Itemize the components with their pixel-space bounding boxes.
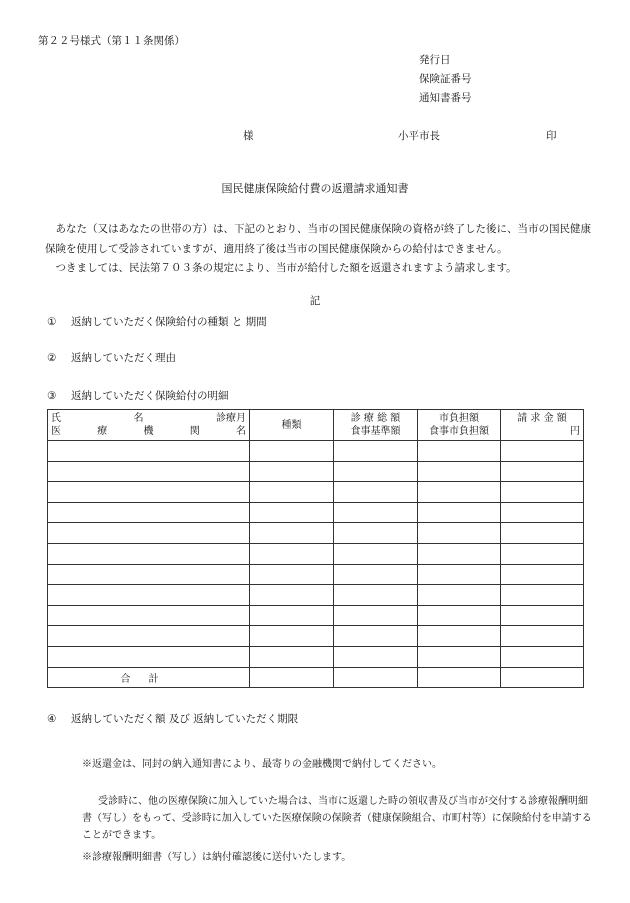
table-row [48,482,584,503]
item-4-label: 返納していただく額 及び 返納していただく期限 [71,713,299,725]
issuer-name: 小平市長 [398,130,440,142]
header-inst-char-3: 機 [143,426,154,437]
table-row [48,585,584,606]
header-total-medical [334,410,418,441]
reimbursement-note-text: 受診時に、他の医療保険に加入していた場合は、当市に返還した時の領収書及び当市が交付する診療報酬明細書（写し）をもって、受診時に加入していた医療保険の保険者（健康保険組合、市町村等）に保険給付を申請することができます。 [82,796,592,841]
payment-note: ※返還金は、同封の納入通知書により、最寄りの金融機関で納付してください。 [82,759,442,770]
body-text [45,220,593,279]
header-claim-amount-line1: 請 求 金 額 [517,413,567,424]
reimbursement-note [82,793,592,844]
header-city-share [418,410,501,441]
header-name-char-1: 氏 [51,413,61,424]
header-type: 種類 [250,410,334,441]
header-total-medical-line1: 診 療 総 額 [350,413,401,424]
notice-number-label: 通知書番号 [419,92,472,104]
ki-heading: 記 [309,295,321,307]
header-claim-amount [501,410,584,441]
table-header-row [48,410,584,441]
table-row [48,543,584,564]
table-row [48,502,584,523]
item-1-label: 返納していただく保険給付の種類 と 期間 [71,316,267,328]
issue-date-label: 発行日 [419,54,451,66]
header-city-share-line2: 食事市負担額 [429,426,489,437]
table-total-row [48,667,584,688]
statement-note: ※診療報酬明細書（写し）は納付確認後に送付いたします。 [82,852,352,863]
table-row [48,461,584,482]
item-2-number: ② [47,352,57,364]
header-claim-amount-unit: 円 [570,426,580,437]
table-row [48,605,584,626]
table-row [48,564,584,585]
item-3-number: ③ [47,390,57,402]
body-paragraph-1: あなた（又はあなたの世帯の方）は、下記のとおり、当市の国民健康保険の資格が終了した後に、当市の国民健康保険を使用して受診されていますが、適用終了後は当市の国民健康保険からの給付はできません。 [45,223,591,255]
item-4 [47,711,298,726]
item-1-number: ① [47,316,57,328]
table-row [48,441,584,462]
table-row [48,626,584,647]
item-4-number: ④ [47,713,57,725]
addressee-suffix: 様 [243,130,254,142]
item-2-label: 返納していただく理由 [71,352,176,364]
header-inst-char-5: 名 [236,426,246,437]
header-name-institution [48,410,250,441]
body-paragraph-2: つきましては、民法第７０３条の規定により、当市が給付した額を返還されますよう請求します。 [55,262,517,274]
item-1 [47,314,267,329]
table-row [48,646,584,667]
total-label: 合計 [48,667,250,688]
item-2 [47,350,176,365]
table-row [48,523,584,544]
header-city-share-line1: 市負担額 [439,413,479,424]
insurance-card-number-label: 保険証番号 [419,73,472,85]
header-inst-char-2: 療 [97,426,108,437]
benefit-detail-table [47,409,584,688]
item-3 [47,388,229,403]
seal-mark: 印 [546,130,557,142]
header-inst-char-4: 関 [189,426,200,437]
header-inst-char-1: 医 [51,426,61,437]
header-meta [419,51,472,108]
document-title: 国民健康保険給付費の返還請求通知書 [221,182,409,195]
header-treatment-month: 診療月 [216,413,246,424]
header-total-medical-line2: 食事基準額 [350,426,401,437]
header-name-char-2: 名 [133,413,144,424]
form-number: 第２２号様式（第１１条関係） [38,35,185,47]
item-3-label: 返納していただく保険給付の明細 [71,390,229,402]
